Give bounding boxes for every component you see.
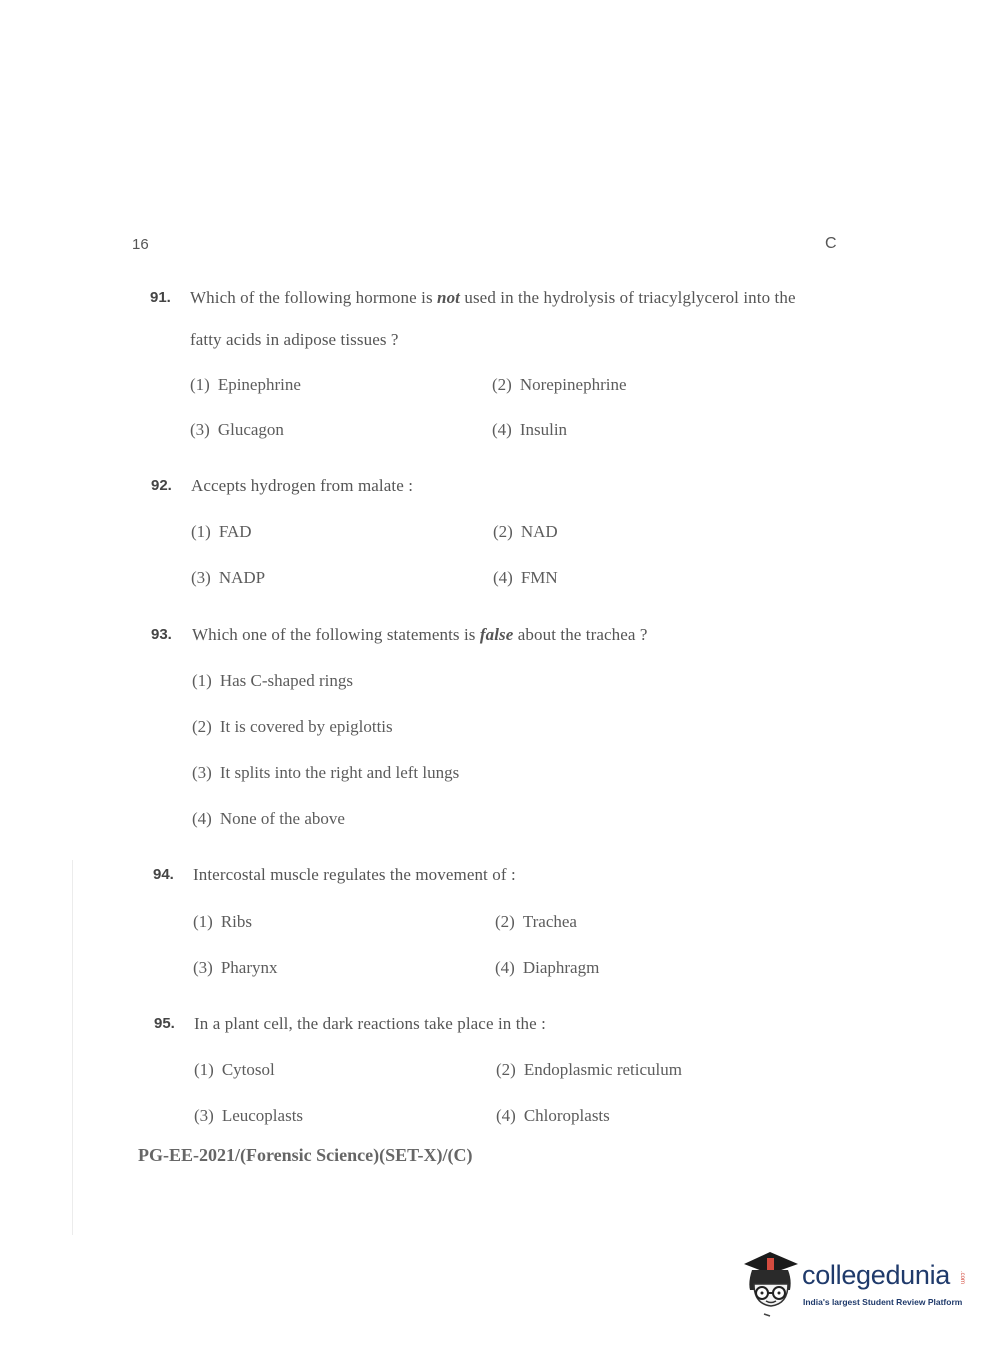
option [496, 1106, 610, 1126]
set-code: C [825, 235, 837, 252]
option-number: (4) [192, 809, 212, 828]
collegedunia-logo [740, 1248, 970, 1318]
margin-rule [72, 860, 73, 1235]
option-number: (3) [190, 420, 210, 439]
option-number: (1) [194, 1060, 214, 1079]
option-number: (3) [194, 1106, 214, 1125]
question-number: 95. [154, 1015, 175, 1032]
option [190, 420, 284, 440]
question-text: Intercostal muscle regulates the movement of : [193, 865, 516, 884]
option [192, 763, 459, 783]
question-text-line2: fatty acids in adipose tissues ? [190, 330, 399, 349]
option [190, 375, 301, 395]
option-text: Leucoplasts [221, 1106, 304, 1125]
option [194, 1106, 303, 1126]
option-number: (3) [193, 958, 213, 977]
option [194, 1060, 275, 1080]
question-text [192, 625, 648, 645]
question-text: Accepts hydrogen from malate : [191, 476, 414, 495]
option-number: (4) [495, 958, 515, 977]
option [492, 420, 567, 440]
option-text: It is covered by epiglottis [219, 717, 393, 736]
option-number: (2) [192, 717, 212, 736]
logo-wordmark: collegedunia [802, 1260, 951, 1290]
logo-tagline: India's largest Student Review Platform [803, 1297, 963, 1307]
option-number: (4) [496, 1106, 516, 1125]
option-number: (3) [192, 763, 212, 782]
option-text: None of the above [219, 809, 345, 828]
option [493, 568, 558, 588]
option [493, 522, 558, 542]
question-number: 92. [151, 477, 172, 494]
option-number: (1) [193, 912, 213, 931]
option-text: It splits into the right and left lungs [219, 763, 460, 782]
option [191, 568, 265, 588]
option [193, 958, 278, 978]
question-text: In a plant cell, the dark reactions take place in the : [194, 1014, 546, 1033]
option-text: Epinephrine [217, 375, 301, 394]
option [495, 912, 577, 932]
option-text: Cytosol [221, 1060, 275, 1079]
option-number: (2) [495, 912, 515, 931]
option-number: (4) [493, 568, 513, 587]
question-text-part: Which one of the following statements is [192, 625, 480, 644]
option-text: Endoplasmic reticulum [523, 1060, 682, 1079]
question-text-part: Which of the following hormone is [190, 288, 438, 307]
option-number: (2) [493, 522, 513, 541]
paper-code: PG-EE-2021/(Forensic Science)(SET-X)/(C) [138, 1145, 473, 1165]
option-text: Pharynx [220, 958, 278, 977]
option-text: FAD [218, 522, 252, 541]
question-text-part: used in the hydrolysis of triacylglycerol into the [460, 288, 796, 307]
option-text: FMN [520, 568, 558, 587]
option-text: Norepinephrine [519, 375, 627, 394]
option-text: Has C-shaped rings [219, 671, 353, 690]
option-number: (1) [191, 522, 211, 541]
option-number: (1) [192, 671, 212, 690]
option-number: (1) [190, 375, 210, 394]
question-emphasis: false [479, 625, 514, 644]
option-text: Ribs [220, 912, 253, 931]
option-text: NAD [520, 522, 558, 541]
page-number: 16 [132, 236, 149, 253]
question-text-part: about the trachea ? [513, 625, 648, 644]
option-number: (4) [492, 420, 512, 439]
option [496, 1060, 682, 1080]
question-number: 91. [150, 289, 171, 306]
option-text: Insulin [519, 420, 568, 439]
option [192, 671, 353, 691]
question-emphasis: not [437, 288, 461, 307]
option [191, 522, 252, 542]
option [193, 912, 252, 932]
logo-suffix: .com [959, 1271, 965, 1285]
option-text: Glucagon [217, 420, 284, 439]
question-text [190, 288, 796, 308]
option [495, 958, 599, 978]
option-text: Diaphragm [522, 958, 600, 977]
option-text: Chloroplasts [523, 1106, 610, 1125]
question-number: 94. [153, 866, 174, 883]
option [192, 809, 345, 829]
option-number: (2) [492, 375, 512, 394]
option [192, 717, 393, 737]
question-number: 93. [151, 626, 172, 643]
option-text: NADP [218, 568, 266, 587]
option [492, 375, 627, 395]
option-number: (3) [191, 568, 211, 587]
mascot-icon [740, 1248, 802, 1318]
option-number: (2) [496, 1060, 516, 1079]
option-text: Trachea [522, 912, 577, 931]
